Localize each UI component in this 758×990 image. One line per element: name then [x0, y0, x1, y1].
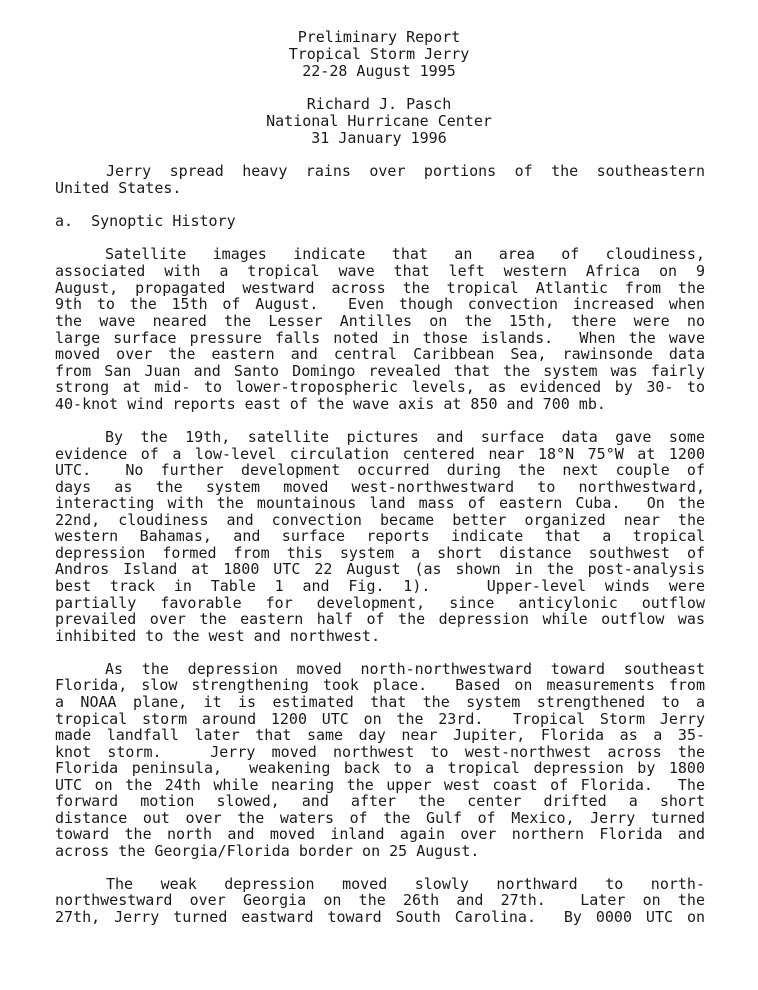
paragraph-line: evidence of a low-level circulation centered near 18°N 75°W at 1200 — [55, 445, 705, 463]
paragraph-line: 27th, Jerry turned eastward toward South Carolina. By 0000 UTC on — [55, 908, 705, 926]
paragraph-line: 40-knot wind reports east of the wave axis at 850 and 700 mb. — [55, 395, 606, 413]
paragraph-line: distance out over the waters of the Gulf of Mexico, Jerry turned — [55, 809, 705, 827]
paragraph-line: northwestward over Georgia on the 26th and 27th. Later on the — [55, 891, 705, 909]
paragraph-line: 9th to the 15th of August. Even though convection increased when — [55, 295, 705, 313]
paragraph-line: associated with a tropical wave that left western Africa on 9 — [55, 262, 705, 280]
paragraph-line: toward the north and moved inland again over northern Florida and — [55, 825, 705, 843]
paragraph-line: the wave neared the Lesser Antilles on the 15th, there were no — [55, 312, 705, 330]
paragraph-line: As the depression moved north-northwestward toward southeast — [105, 660, 705, 678]
paragraph-line: large surface pressure falls noted in those islands. When the wave — [55, 329, 705, 347]
intro-line: Jerry spread heavy rains over portions of the southeastern — [106, 162, 705, 180]
paragraph-line: depression formed from this system a short distance southwest of — [55, 544, 705, 562]
paragraph-line: Florida peninsula, weakening back to a tropical depression by 1800 — [55, 759, 705, 777]
storm-dates: 22-28 August 1995 — [302, 62, 456, 80]
paragraph-line: strong at mid- to lower-tropospheric levels, as evidenced by 30- to — [55, 378, 705, 396]
paragraph-line: knot storm. Jerry moved northwest to west-northwest across the — [55, 743, 705, 761]
paragraph-line: moved over the eastern and central Caribbean Sea, rawinsonde data — [55, 345, 705, 363]
paragraph-line: Andros Island at 1800 UTC 22 August (as shown in the post-analysis — [55, 560, 705, 578]
paragraph-line: days as the system moved west-northwestward to northwestward, — [55, 478, 705, 496]
paragraph-line: made landfall later that same day near Jupiter, Florida as a 35- — [55, 726, 705, 744]
paragraph-line: UTC. No further development occurred during the next couple of — [55, 461, 705, 479]
paragraph-line: interacting with the mountainous land mass of eastern Cuba. On the — [55, 494, 705, 512]
paragraph-line: from San Juan and Santo Domingo revealed that the system was fairly — [55, 362, 705, 380]
organization: National Hurricane Center — [266, 112, 492, 130]
report-date: 31 January 1996 — [311, 129, 447, 147]
paragraph-line: inhibited to the west and northwest. — [55, 627, 381, 645]
paragraph-line: tropical storm around 1200 UTC on the 23rd. Tropical Storm Jerry — [55, 710, 705, 728]
paragraph-line: Satellite images indicate that an area of cloudiness, — [105, 245, 705, 263]
paragraph-line: UTC on the 24th while nearing the upper west coast of Florida. The — [55, 776, 705, 794]
paragraph-line: By the 19th, satellite pictures and surface data gave some — [105, 428, 705, 446]
paragraph-line: partially favorable for development, since anticylonic outflow — [55, 594, 705, 612]
paragraph-line: The weak depression moved slowly northward to north- — [106, 875, 705, 893]
paragraph-line: prevailed over the eastern half of the depression while outflow was — [55, 610, 705, 628]
paragraph-line: across the Georgia/Florida border on 25 August. — [55, 842, 480, 860]
paragraph-line: western Bahamas, and surface reports indicate that a tropical — [55, 527, 705, 545]
intro-line: United States. — [55, 179, 182, 197]
report-type: Preliminary Report — [297, 28, 461, 46]
section-heading: a. Synoptic History — [55, 212, 236, 230]
paragraph-line: forward motion slowed, and after the center drifted a short — [55, 792, 705, 810]
paragraph-line: Florida, slow strengthening took place. Based on measurements from — [55, 676, 705, 694]
paragraph-line: best track in Table 1 and Fig. 1). Upper-level winds were — [55, 577, 705, 595]
storm-name: Tropical Storm Jerry — [288, 45, 470, 63]
paragraph-line: a NOAA plane, it is estimated that the system strengthened to a — [55, 693, 705, 711]
paragraph-line: August, propagated westward across the tropical Atlantic from the — [55, 279, 705, 297]
paragraph-line: 22nd, cloudiness and convection became better organized near the — [55, 511, 705, 529]
author: Richard J. Pasch — [306, 95, 452, 113]
